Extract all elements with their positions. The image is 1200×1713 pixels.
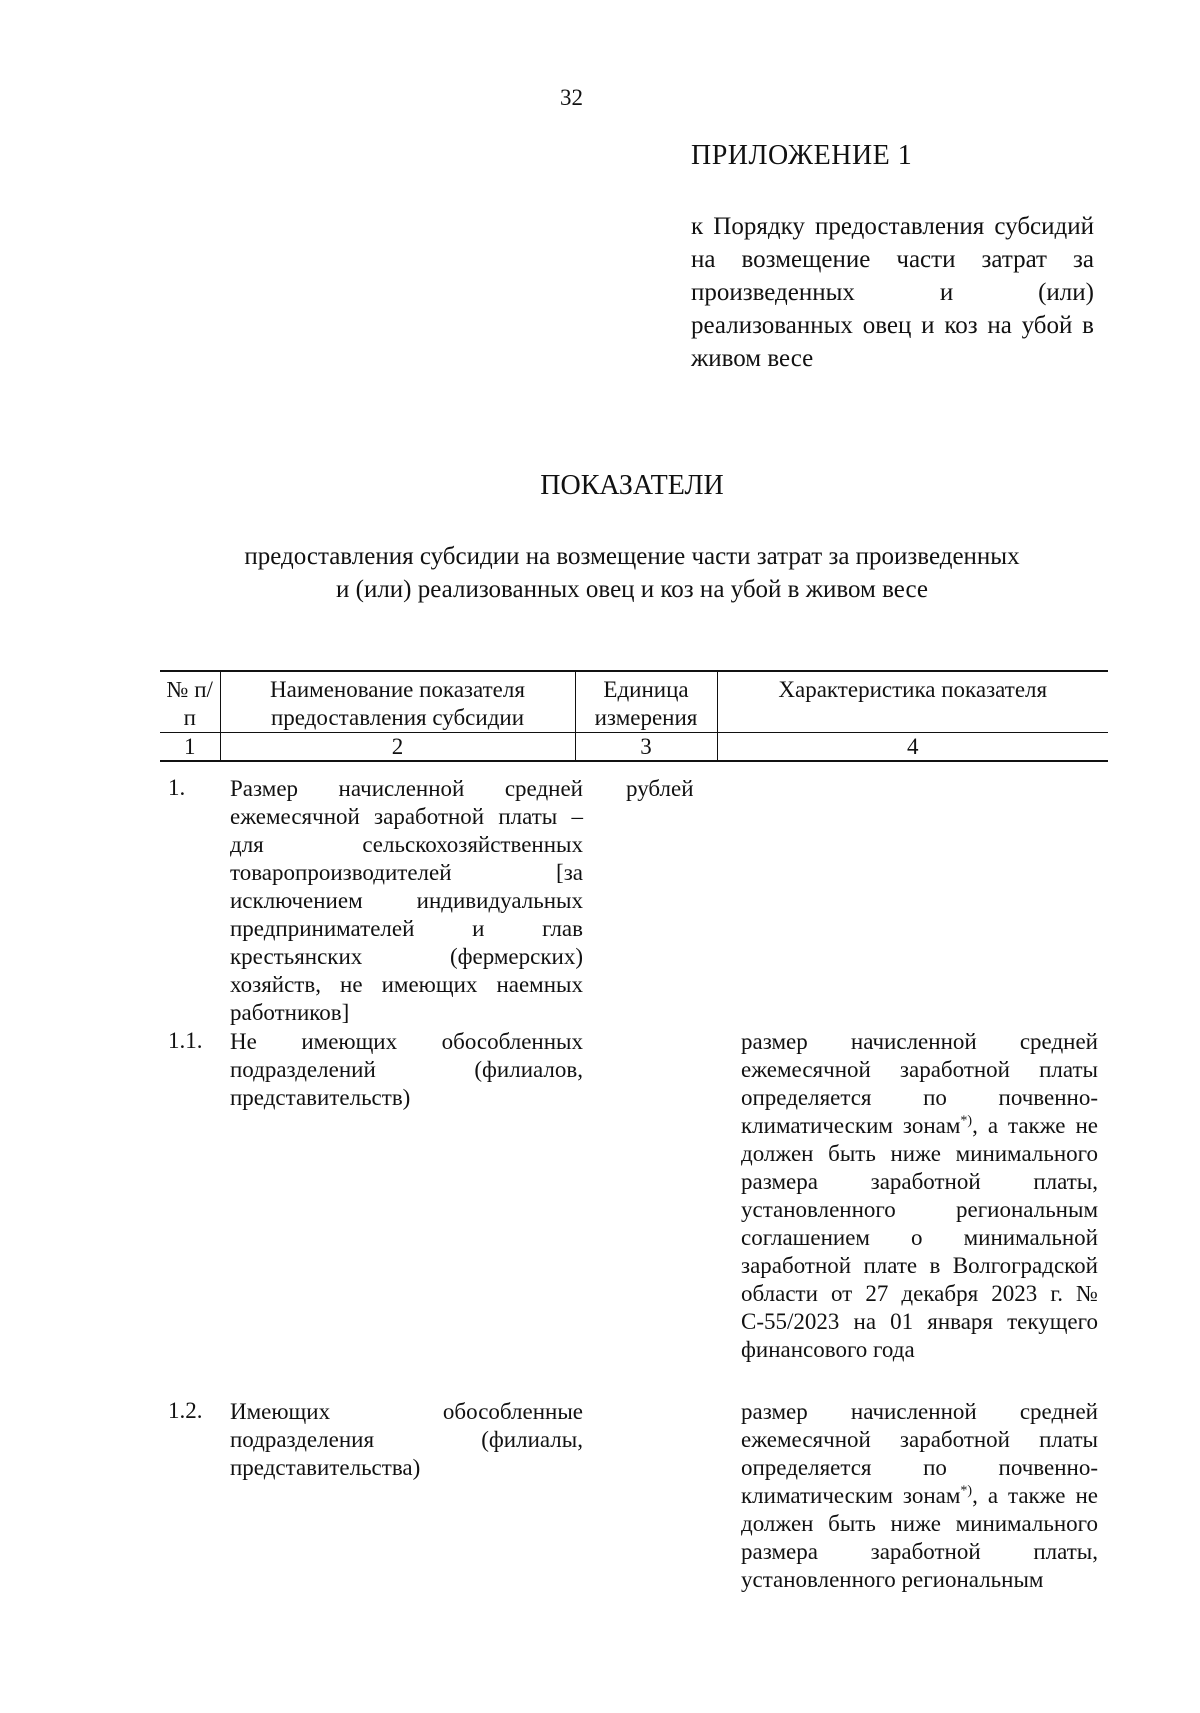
row-number: 1.1. xyxy=(168,1028,203,1053)
row-name: Размер начисленной средней ежемесячной заработной платы – для сельскохозяйственных товаропроизводителей [за исключением индивидуальных предпринимателей и глав крестьянских (фермерских) хозяйств, не имеющих наемных работников] xyxy=(230,776,583,1025)
row-characteristic xyxy=(741,1398,1098,1594)
appendix-title: ПРИЛОЖЕНИЕ 1 xyxy=(691,140,913,171)
page-number: 32 xyxy=(560,85,583,110)
row-unit: рублей xyxy=(626,776,694,801)
column-number: 4 xyxy=(717,733,1108,762)
row-number: 1.2. xyxy=(168,1398,203,1423)
column-number: 3 xyxy=(575,733,717,762)
document-subheading xyxy=(150,540,1114,606)
subheading-line-1: предоставления субсидии на возмещение части затрат за произведенных xyxy=(244,543,1020,570)
subheading-line-2: и (или) реализованных овец и коз на убой в живом весе xyxy=(335,576,928,603)
characteristic-text: , а также не должен быть ниже минимального размера заработной платы, установленного региональным xyxy=(741,1483,1098,1592)
characteristic-text: , а также не должен быть ниже минимального размера заработной платы, установленного региональным соглашением о минимальной заработной плате в Волгоградской области от 27 декабря 2023 г. № С-55/2023 на 01 января текущего финансового года xyxy=(741,1113,1098,1362)
characteristic-text: размер начисленной средней ежемесячной заработной платы определяется по почвенно-климатическим зонам xyxy=(741,1399,1098,1508)
header-num: № п/п xyxy=(160,671,220,733)
row-characteristic xyxy=(741,1028,1098,1364)
characteristic-text: размер начисленной средней ежемесячной заработной платы определяется по почвенно-климатическим зонам xyxy=(741,1029,1098,1138)
document-heading: ПОКАЗАТЕЛИ xyxy=(540,470,724,501)
row-number: 1. xyxy=(168,775,186,800)
row-name: Имеющих обособленные подразделения (филиалы, представительства) xyxy=(230,1399,583,1480)
header-unit: Единица измерения xyxy=(575,671,717,733)
header-name: Наименование показателя предоставления субсидии xyxy=(220,671,575,733)
table-header-row xyxy=(160,671,1108,733)
indicators-table-header xyxy=(160,670,1108,762)
appendix-reference: к Порядку предоставления субсидий на возмещение части затрат за произведенных и (или) реализованных овец и коз на убой в живом весе xyxy=(691,213,1094,372)
footnote-mark: *) xyxy=(960,1483,973,1499)
column-number: 1 xyxy=(160,733,220,762)
row-name: Не имеющих обособленных подразделений (филиалов, представительств) xyxy=(230,1029,583,1110)
column-number: 2 xyxy=(220,733,575,762)
header-characteristic: Характеристика показателя xyxy=(717,671,1108,733)
footnote-mark: *) xyxy=(960,1113,973,1129)
column-number-row xyxy=(160,733,1108,762)
